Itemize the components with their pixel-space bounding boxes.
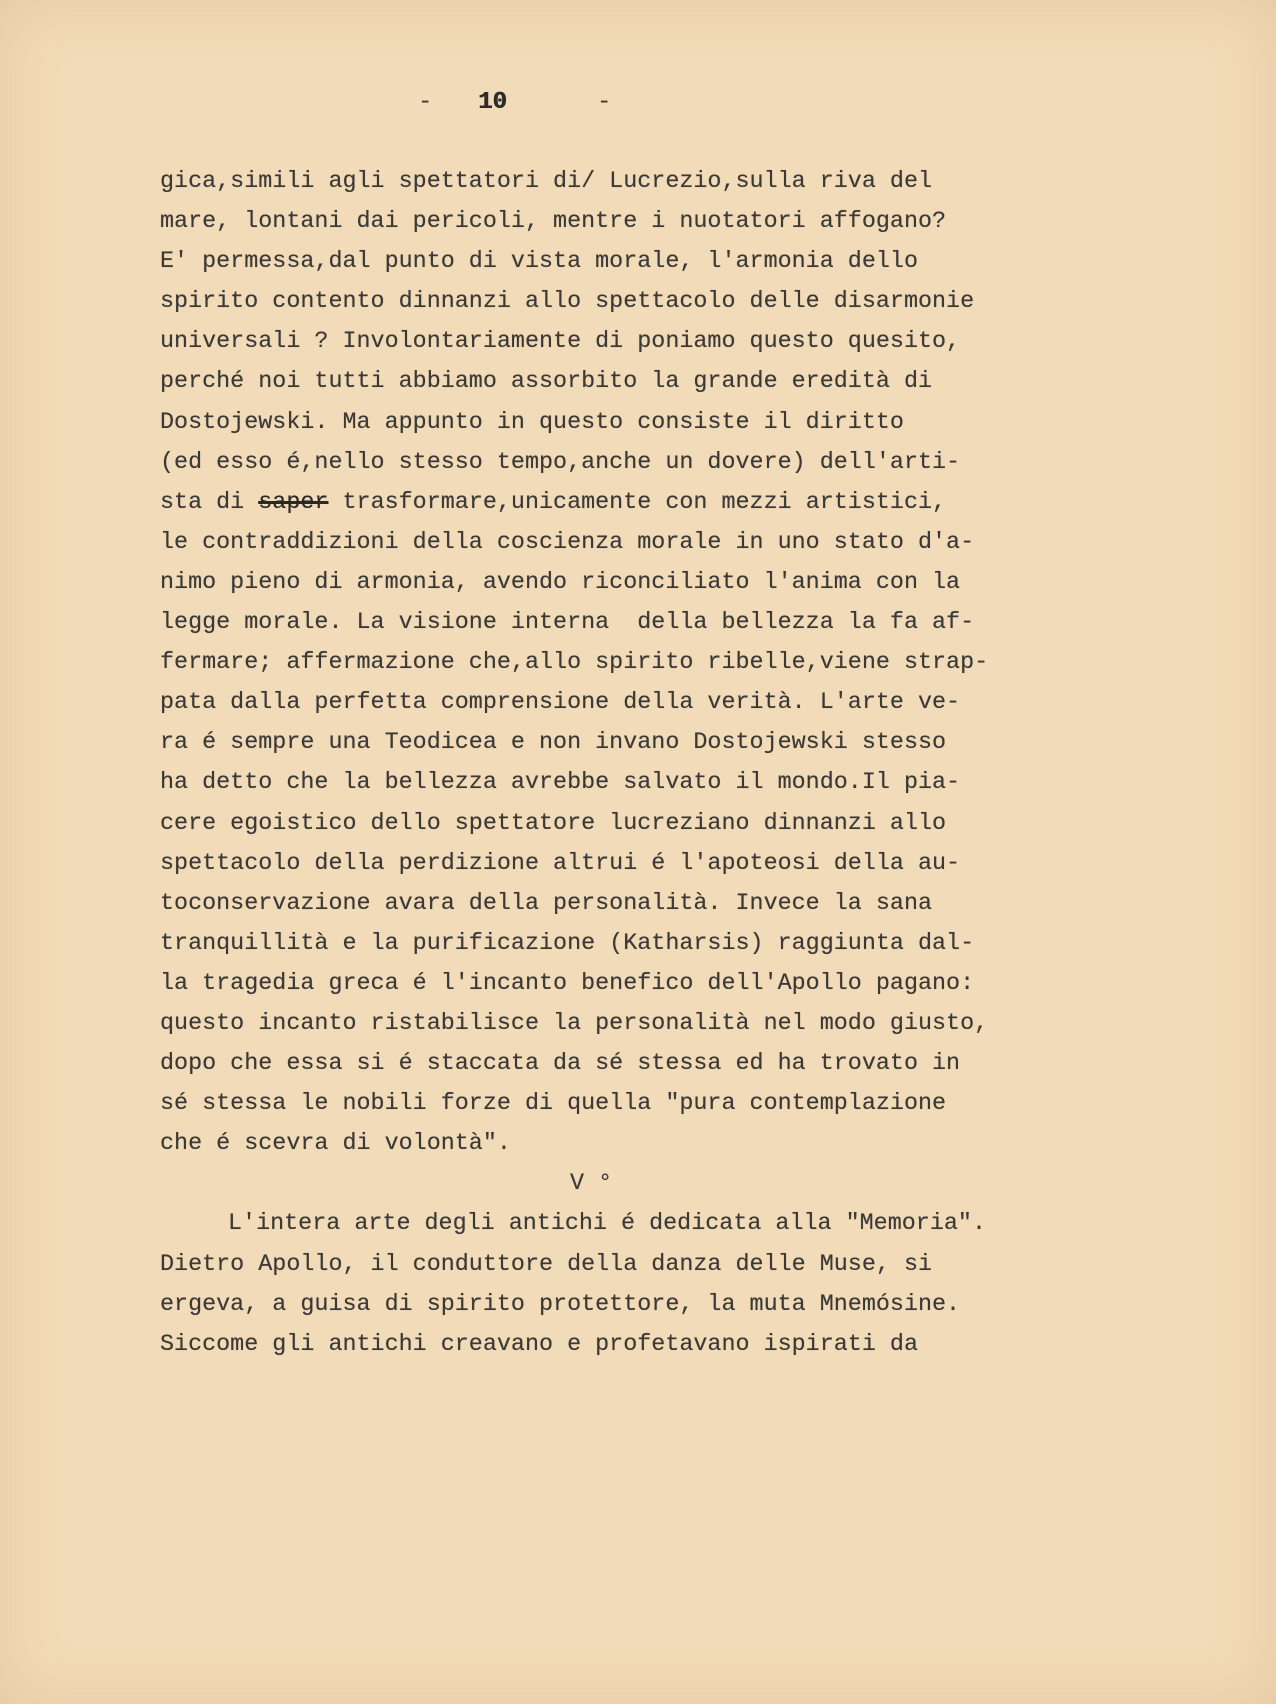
text-line: che é scevra di volontà". [160, 1131, 511, 1158]
section-heading: V ° [570, 1171, 613, 1198]
text-line: sé stessa le nobili forze di quella "pura contemplazione [160, 1091, 947, 1118]
text-line: la tragedia greca é l'incanto benefico dell'Apollo pagano: [160, 970, 975, 997]
text-line: mare, lontani dai pericoli, mentre i nuotatori affogano? [160, 209, 947, 236]
text-segment: sta di [160, 489, 259, 516]
text-line: Siccome gli antichi creavano e profetavano ispirati da [160, 1331, 918, 1358]
text-line: legge morale. La visione interna della bellezza la fa af- [160, 610, 975, 637]
text-line: cere egoistico dello spettatore lucreziano dinnanzi allo [160, 810, 947, 837]
text-line: gica,simili agli spettatori di/ Lucrezio,sulla riva del [160, 169, 933, 195]
text-line: universali ? Involontariamente di poniamo questo quesito, [160, 329, 961, 356]
text-line: Dostojewski. Ma appunto in questo consiste il diritto [160, 409, 904, 436]
struck-out-word: saper [258, 489, 329, 516]
text-line: ergeva, a guisa di spirito protettore, la muta Mnemósine. [160, 1291, 961, 1318]
text-line: tranquillità e la purificazione (Katharsis) raggiunta dal- [160, 930, 975, 957]
text-line: pata dalla perfetta comprensione della verità. L'arte ve- [160, 690, 961, 717]
text-line-with-correction [160, 483, 1220, 523]
text-line: toconservazione avara della personalità. Invece la sana [160, 890, 933, 917]
text-line: questo incanto ristabilisce la personalità nel modo giusto, [160, 1010, 989, 1037]
page-number: 10 [478, 89, 507, 116]
text-line: perché noi tutti abbiamo assorbito la grande eredità di [160, 369, 933, 396]
text-line: le contraddizioni della coscienza morale in uno stato d'a- [160, 529, 975, 556]
text-line: spettacolo della perdizione altrui é l'apoteosi della au- [160, 850, 961, 877]
text-line: spirito contento dinnanzi allo spettacolo delle disarmonie [160, 289, 975, 316]
text-line: Dietro Apollo, il conduttore della danza delle Muse, si [160, 1251, 933, 1278]
header-right-dash: - [597, 89, 612, 116]
text-line: ha detto che la bellezza avrebbe salvato il mondo.Il pia- [160, 770, 961, 797]
header-left-dash: - [418, 89, 433, 116]
text-line: E' permessa,dal punto di vista morale, l'armonia dello [160, 249, 918, 276]
text-segment: trasformare,unicamente con mezzi artistici, [328, 489, 947, 516]
text-line: nimo pieno di armonia, avendo riconciliato l'anima con la [160, 569, 961, 596]
body-text [160, 162, 1220, 1365]
text-line: dopo che essa si é staccata da sé stessa ed ha trovato in [160, 1051, 961, 1078]
text-line: (ed esso é,nello stesso tempo,anche un dovere) dell'arti- [160, 449, 961, 476]
text-line: fermare; affermazione che,allo spirito ribelle,viene strap- [160, 650, 989, 677]
text-line: ra é sempre una Teodicea e non invano Dostojewski stesso [160, 730, 947, 757]
paragraph-first-line: L'intera arte degli antichi é dedicata alla "Memoria". [228, 1211, 986, 1238]
